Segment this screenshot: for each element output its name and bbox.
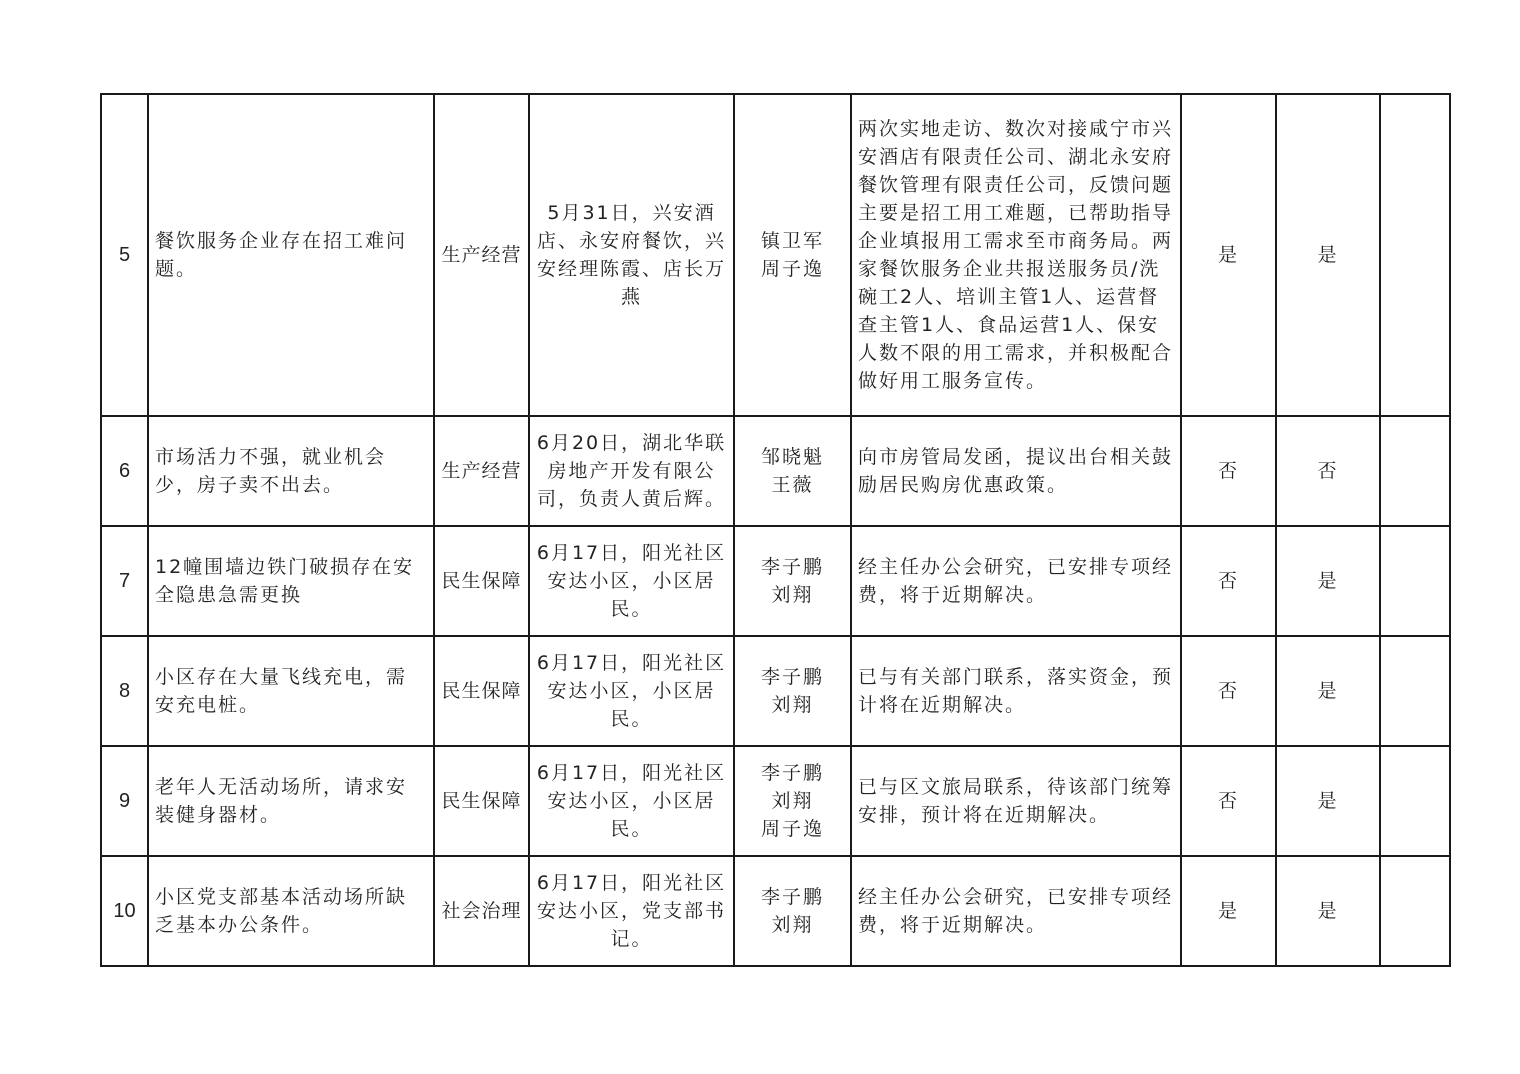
remarks-cell xyxy=(1380,416,1450,526)
status-b: 是 xyxy=(1276,526,1380,636)
table-row xyxy=(101,526,1450,636)
remarks-cell xyxy=(1380,94,1450,416)
staff-name: 刘翔 xyxy=(771,790,814,812)
issue-description: 小区存在大量飞线充电，需安充电桩。 xyxy=(148,636,434,746)
staff-name: 周子逸 xyxy=(760,818,824,840)
remarks-cell xyxy=(1380,636,1450,746)
progress-description: 两次实地走访、数次对接咸宁市兴安酒店有限责任公司、湖北永安府餐饮管理有限责任公司，反馈问题主要是招工用工难题，已帮助指导企业填报用工需求至市商务局。两家餐饮服务企业共报送服务员/洗碗工2人、培训主管1人、运营督查主管1人、食品运营1人、保安人数不限的用工需求，并积极配合做好用工服务宣传。 xyxy=(851,94,1181,416)
staff-name: 刘翔 xyxy=(771,584,814,606)
progress-description: 已与区文旅局联系，待该部门统筹安排，预计将在近期解决。 xyxy=(851,746,1181,856)
issue-tracking-sheet xyxy=(100,93,1449,967)
issue-category: 民生保障 xyxy=(434,636,529,746)
staff-name: 镇卫军 xyxy=(760,230,824,252)
table-row xyxy=(101,746,1450,856)
issue-category: 社会治理 xyxy=(434,856,529,966)
staff-name: 刘翔 xyxy=(771,914,814,936)
table-row xyxy=(101,416,1450,526)
status-b: 是 xyxy=(1276,856,1380,966)
issue-source: 6月17日，阳光社区安达小区，党支部书记。 xyxy=(529,856,734,966)
progress-description: 向市房管局发函，提议出台相关鼓励居民购房优惠政策。 xyxy=(851,416,1181,526)
progress-description: 经主任办公会研究，已安排专项经费，将于近期解决。 xyxy=(851,526,1181,636)
status-a: 是 xyxy=(1181,94,1276,416)
staff-name: 周子逸 xyxy=(760,258,824,280)
status-b: 是 xyxy=(1276,94,1380,416)
responsible-staff xyxy=(734,526,851,636)
remarks-cell xyxy=(1380,856,1450,966)
issue-source: 6月20日，湖北华联房地产开发有限公司，负责人黄后辉。 xyxy=(529,416,734,526)
status-a: 否 xyxy=(1181,636,1276,746)
progress-description: 已与有关部门联系，落实资金，预计将在近期解决。 xyxy=(851,636,1181,746)
staff-name: 李子鹏 xyxy=(760,886,824,908)
staff-name: 李子鹏 xyxy=(760,762,824,784)
staff-name: 邹晓魁 xyxy=(760,446,824,468)
status-b: 否 xyxy=(1276,416,1380,526)
issue-description: 老年人无活动场所，请求安装健身器材。 xyxy=(148,746,434,856)
status-a: 否 xyxy=(1181,416,1276,526)
row-number: 7 xyxy=(101,526,148,636)
responsible-staff xyxy=(734,636,851,746)
table-row xyxy=(101,856,1450,966)
responsible-staff xyxy=(734,856,851,966)
staff-name: 刘翔 xyxy=(771,694,814,716)
issue-description: 小区党支部基本活动场所缺乏基本办公条件。 xyxy=(148,856,434,966)
issue-category: 生产经营 xyxy=(434,94,529,416)
row-number: 9 xyxy=(101,746,148,856)
row-number: 8 xyxy=(101,636,148,746)
issue-source: 6月17日，阳光社区安达小区，小区居民。 xyxy=(529,746,734,856)
responsible-staff xyxy=(734,94,851,416)
staff-name: 李子鹏 xyxy=(760,556,824,578)
status-b: 是 xyxy=(1276,746,1380,856)
staff-name: 王薇 xyxy=(771,474,814,496)
status-a: 是 xyxy=(1181,856,1276,966)
issue-table xyxy=(100,93,1451,967)
remarks-cell xyxy=(1380,746,1450,856)
issue-description: 12幢围墙边铁门破损存在安全隐患急需更换 xyxy=(148,526,434,636)
responsible-staff xyxy=(734,746,851,856)
issue-category: 生产经营 xyxy=(434,416,529,526)
status-b: 是 xyxy=(1276,636,1380,746)
issue-source: 6月17日，阳光社区安达小区，小区居民。 xyxy=(529,636,734,746)
issue-description: 餐饮服务企业存在招工难问题。 xyxy=(148,94,434,416)
responsible-staff xyxy=(734,416,851,526)
status-a: 否 xyxy=(1181,746,1276,856)
issue-description: 市场活力不强，就业机会少，房子卖不出去。 xyxy=(148,416,434,526)
staff-name: 李子鹏 xyxy=(760,666,824,688)
issue-source: 6月17日，阳光社区安达小区，小区居民。 xyxy=(529,526,734,636)
table-row xyxy=(101,94,1450,416)
issue-category: 民生保障 xyxy=(434,746,529,856)
progress-description: 经主任办公会研究，已安排专项经费，将于近期解决。 xyxy=(851,856,1181,966)
table-row xyxy=(101,636,1450,746)
issue-category: 民生保障 xyxy=(434,526,529,636)
issue-source: 5月31日，兴安酒店、永安府餐饮，兴安经理陈霞、店长万燕 xyxy=(529,94,734,416)
row-number: 5 xyxy=(101,94,148,416)
remarks-cell xyxy=(1380,526,1450,636)
row-number: 10 xyxy=(101,856,148,966)
status-a: 否 xyxy=(1181,526,1276,636)
row-number: 6 xyxy=(101,416,148,526)
